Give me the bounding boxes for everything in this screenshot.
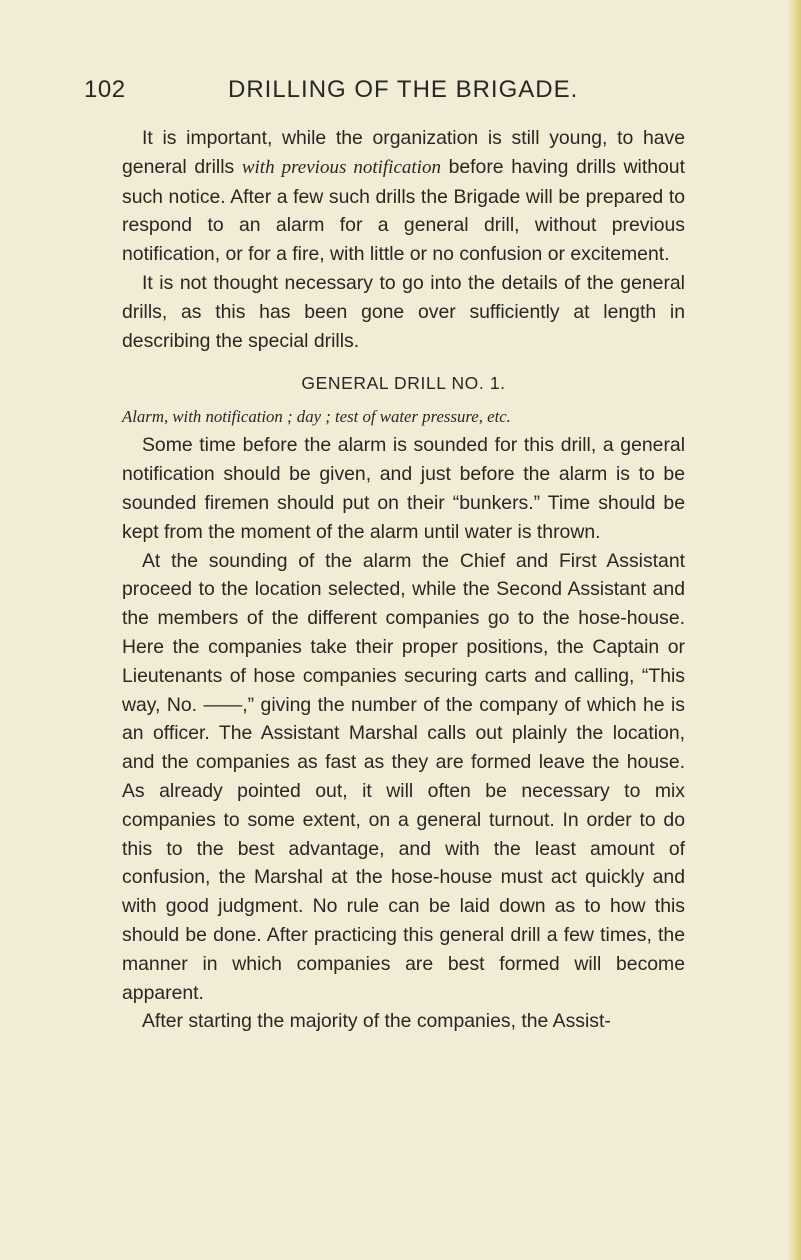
paragraph-3: Some time before the alarm is sounded for this drill, a general notification should be given, and just before the alarm is to be sounded firemen should put on their “bunkers.” Time should be kept from the moment of the alarm until water is thrown. — [122, 434, 685, 543]
paragraph-1 — [122, 124, 685, 269]
paragraph-5: After starting the majority of the companies, the Assist- — [142, 1010, 611, 1033]
page-header — [84, 76, 685, 110]
book-page — [84, 76, 685, 1036]
body-text — [122, 124, 685, 1036]
page-edge — [787, 0, 801, 1260]
paragraph-1-start: It is important, while the organization is still young, to have general drills — [122, 127, 685, 178]
paragraph-2: It is not thought necessary to go into the details of the general drills, as this has been gone over sufficiently at length in describing the special drills. — [122, 271, 685, 352]
running-head: DRILLING OF THE BRIGADE. — [228, 76, 579, 103]
paragraph-4: At the sounding of the alarm the Chief and First Assistant proceed to the location selected, while the Second Assistant and the members of the different companies go to the hose-house. Here the companies take their proper positions, the Captain or Lieutenants of hose companies securing carts and calling, “This way, No. ——,” giving the number of the company of which he is an officer. The Assistant Marshal calls out plainly the location, and the companies as fast as they are formed leave the house. As already pointed out, it will often be necessary to mix companies to some extent, on a general turnout. In order to do this to the best advantage, and with the least amount of confusion, the Marshal at the hose-house must act quickly and with good judgment. No rule can be laid down as to how this should be done. After practicing this general drill a few times, the manner in which companies are best formed will become apparent. — [122, 549, 685, 1004]
paragraph-1-emphasis: with previous notification — [241, 156, 441, 178]
section-heading: GENERAL DRILL NO. 1. — [301, 373, 506, 394]
paragraph-1-end: before having drills without such notice. After a few such drills the Brigade will be prepared to respond to an alarm for a general drill, without previous notification, or for a fire, with little or no confusion or excitement. — [122, 155, 685, 266]
page-number: 102 — [84, 76, 126, 103]
section-subheading: Alarm, with notification ; day ; test of water pressure, etc. — [122, 407, 511, 427]
